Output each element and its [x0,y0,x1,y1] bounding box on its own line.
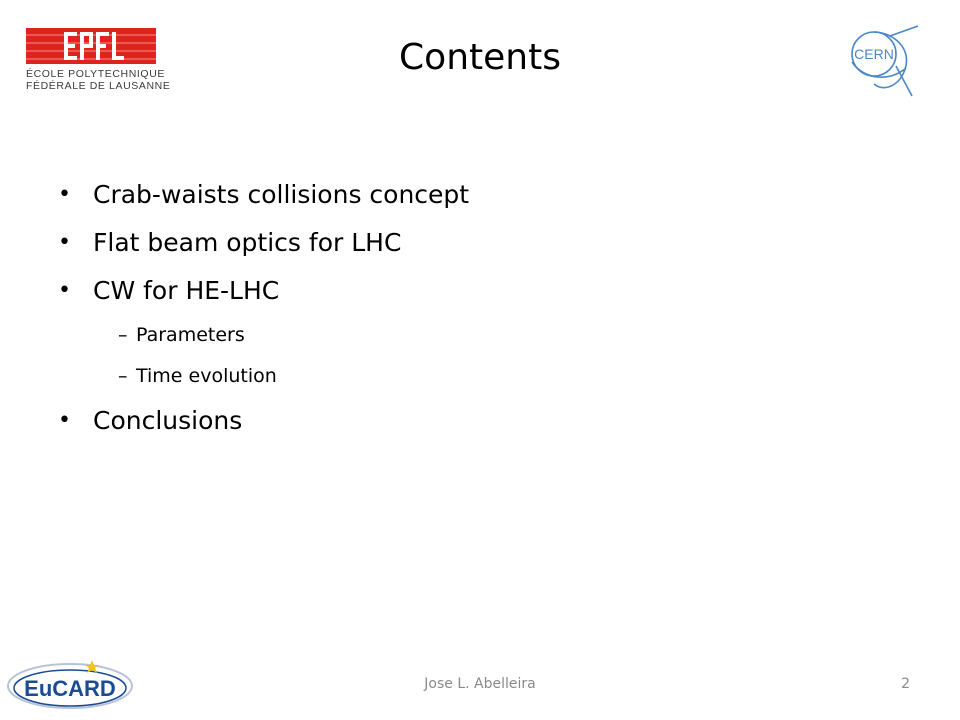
bullet-item-4 [56,398,896,446]
eucard-logo-text: EuCARD [24,676,116,701]
bullet-marker: • [58,408,71,433]
sub-bullet-text: Time evolution [136,365,277,387]
cern-logo-text: CERN [854,46,894,62]
bullet-marker: • [58,182,71,207]
bullet-item-3 [56,268,896,316]
bullet-list [56,172,896,446]
bullet-text: Crab-waists collisions concept [93,180,470,209]
bullet-text: Conclusions [93,406,243,435]
bullet-item-2 [56,220,896,268]
bullet-item-1 [56,172,896,220]
footer-page-number: 2 [901,676,910,692]
slide-title: Contents [399,37,561,78]
sub-bullet-item-1 [56,316,896,357]
sub-bullet-marker: – [118,324,128,346]
bullet-marker: • [58,278,71,303]
footer-author: Jose L. Abelleira [424,676,536,692]
bullet-marker: • [58,230,71,255]
sub-bullet-text: Parameters [136,324,245,346]
sub-bullet-item-2 [56,357,896,398]
bullet-text: CW for HE-LHC [93,276,280,305]
epfl-logo-line-1: ÉCOLE POLYTECHNIQUE [26,68,165,80]
epfl-logo-line-2: FÉDÉRALE DE LAUSANNE [26,80,171,92]
bullet-text: Flat beam optics for LHC [93,228,402,257]
cern-logo [844,22,920,98]
sub-bullet-marker: – [118,365,128,387]
